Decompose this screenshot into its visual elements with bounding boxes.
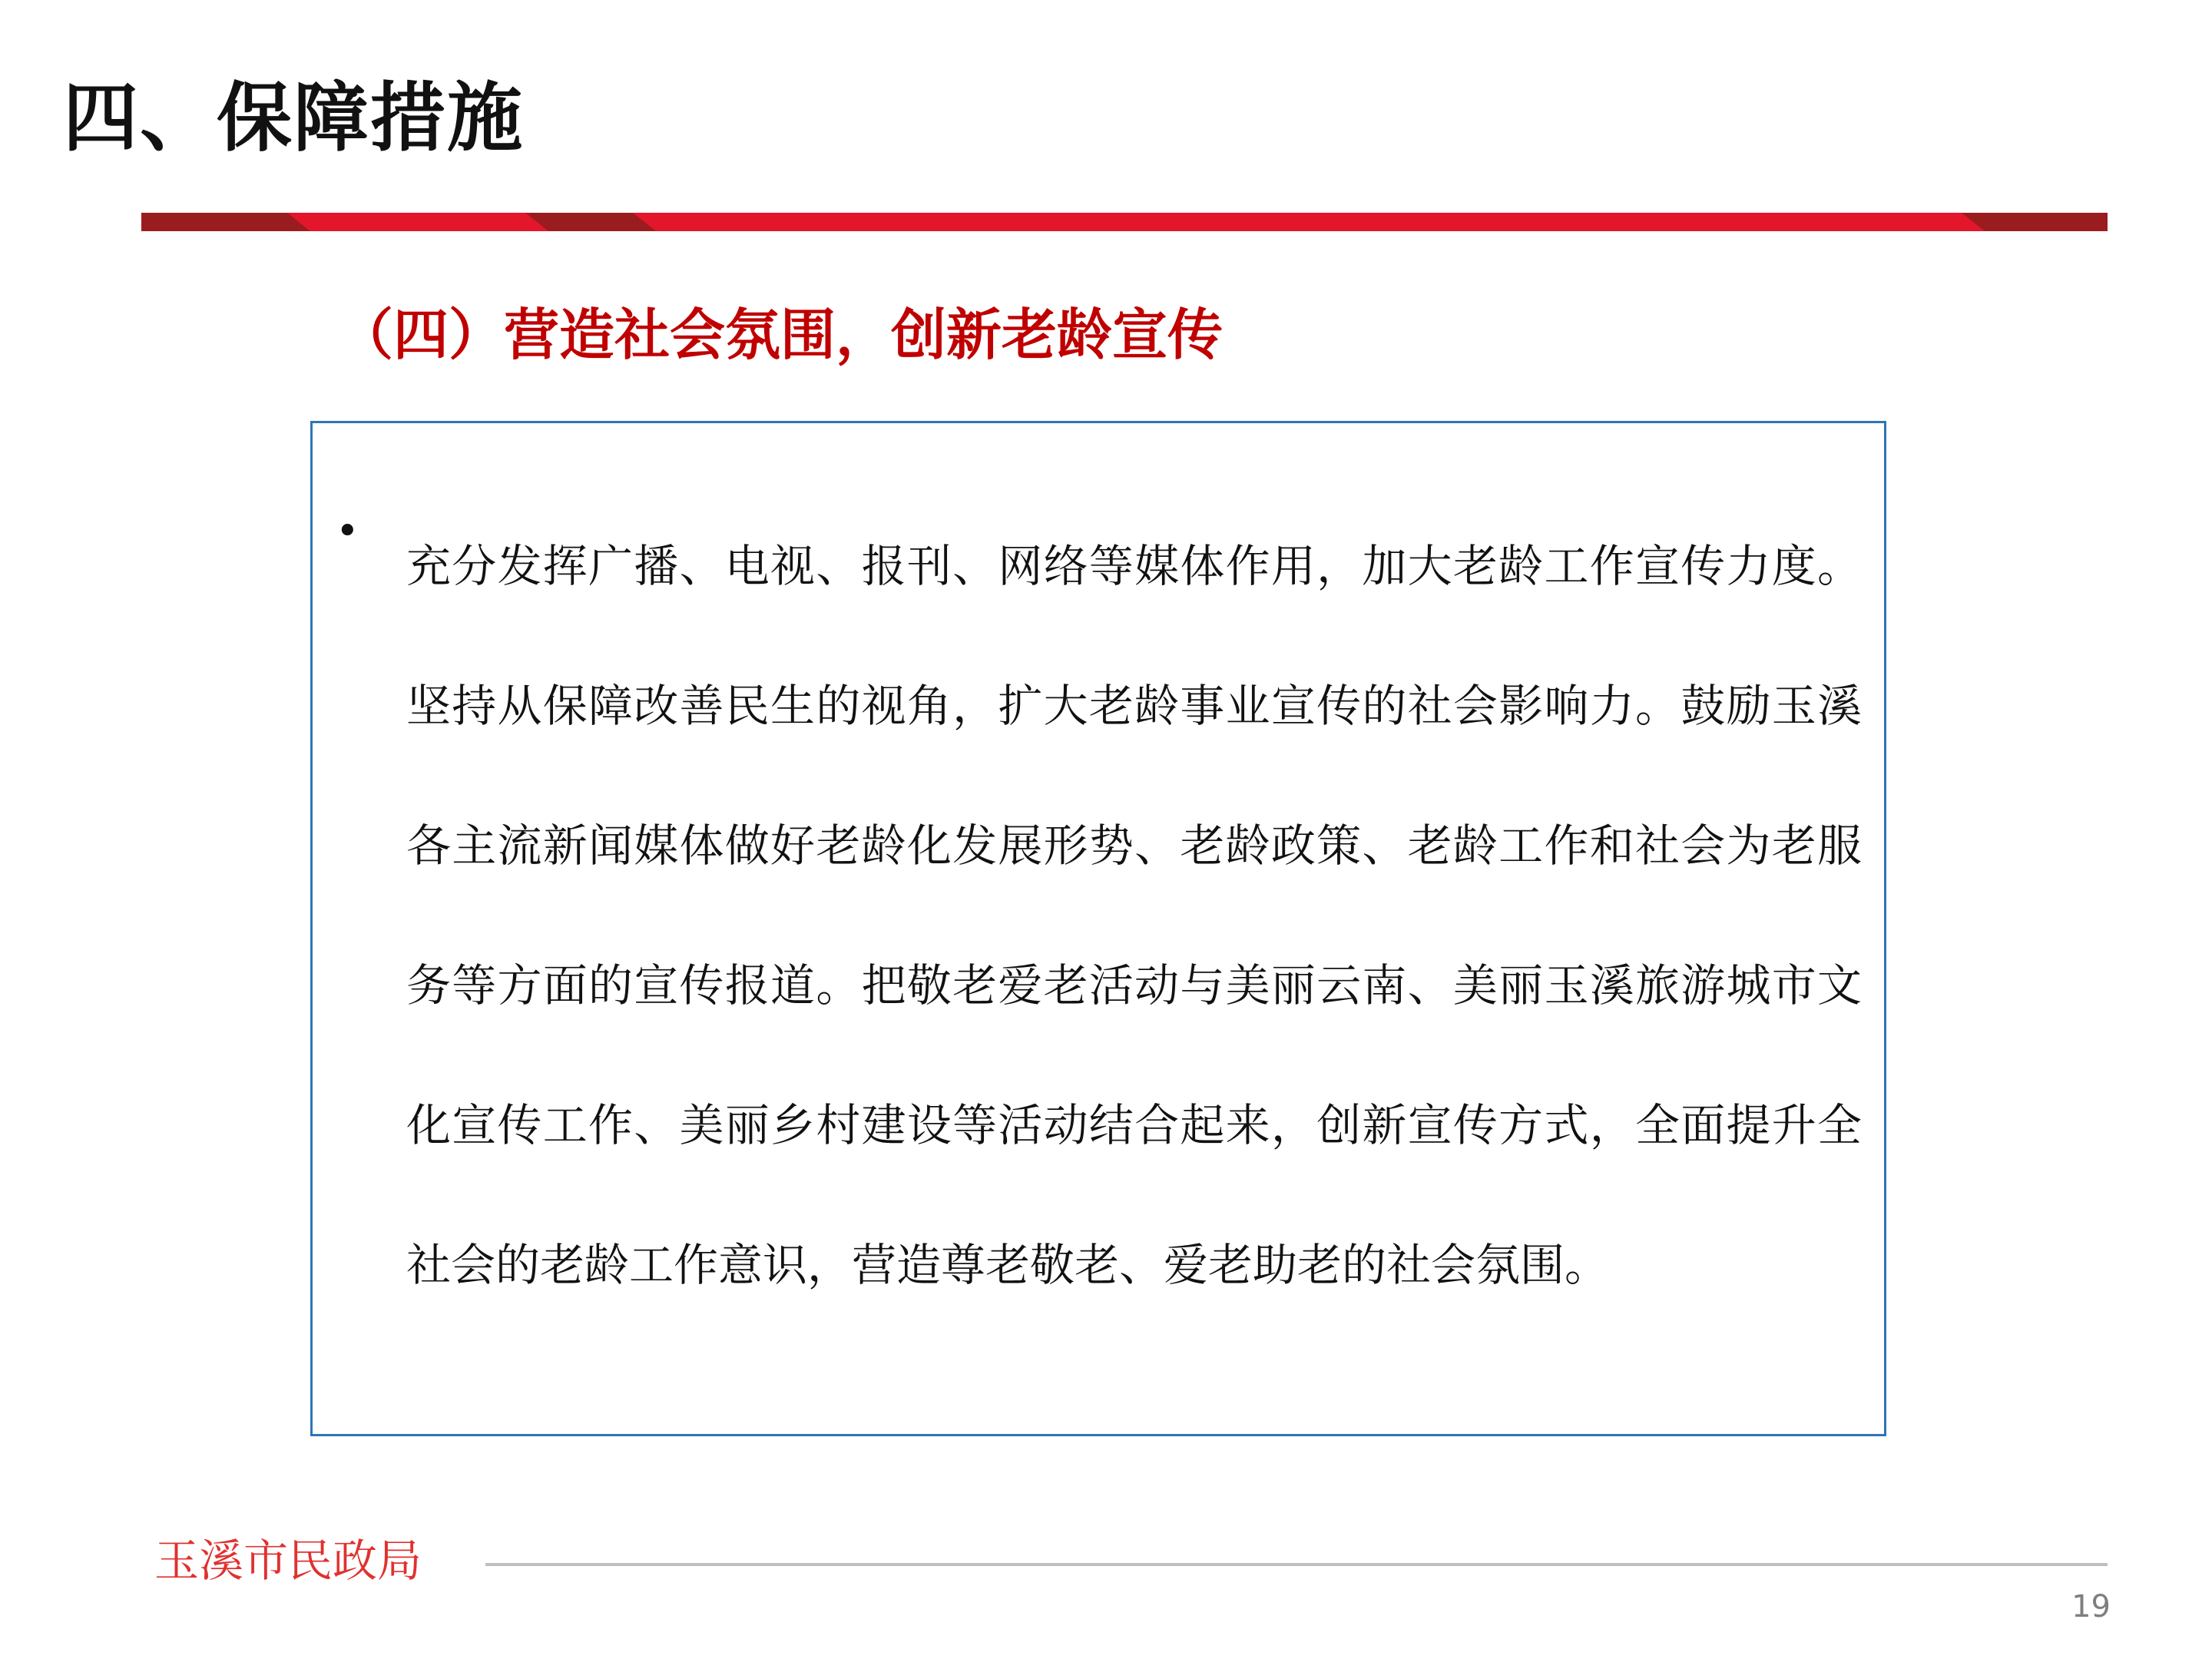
content-box (310, 421, 1886, 1436)
body-paragraph: 充分发挥广播、电视、报刊、网络等媒体作用，加大老龄工作宣传力度。坚持从保障改善民生的视角，扩大老龄事业宣传的社会影响力。鼓励玉溪各主流新闻媒体做好老龄化发展形势、老龄政策、老龄工作和社会为老服务等方面的宣传报道。把敬老爱老活动与美丽云南、美丽玉溪旅游城市文化宣传工作、美丽乡村建设等活动结合起来，创新宣传方式，全面提升全社会的老龄工作意识，营造尊老敬老、爱老助老的社会氛围。 (406, 540, 1862, 1291)
bullet-marker: • (336, 508, 359, 555)
footer-divider (485, 1563, 2108, 1566)
page-title: 四、保障措施 (63, 75, 525, 162)
page-number: 19 (2071, 1589, 2111, 1624)
section-heading: （四）营造社会氛围，创新老龄宣传 (338, 303, 1224, 367)
title-underline-bar (141, 213, 2108, 231)
footer-organization: 玉溪市民政局 (154, 1535, 422, 1587)
